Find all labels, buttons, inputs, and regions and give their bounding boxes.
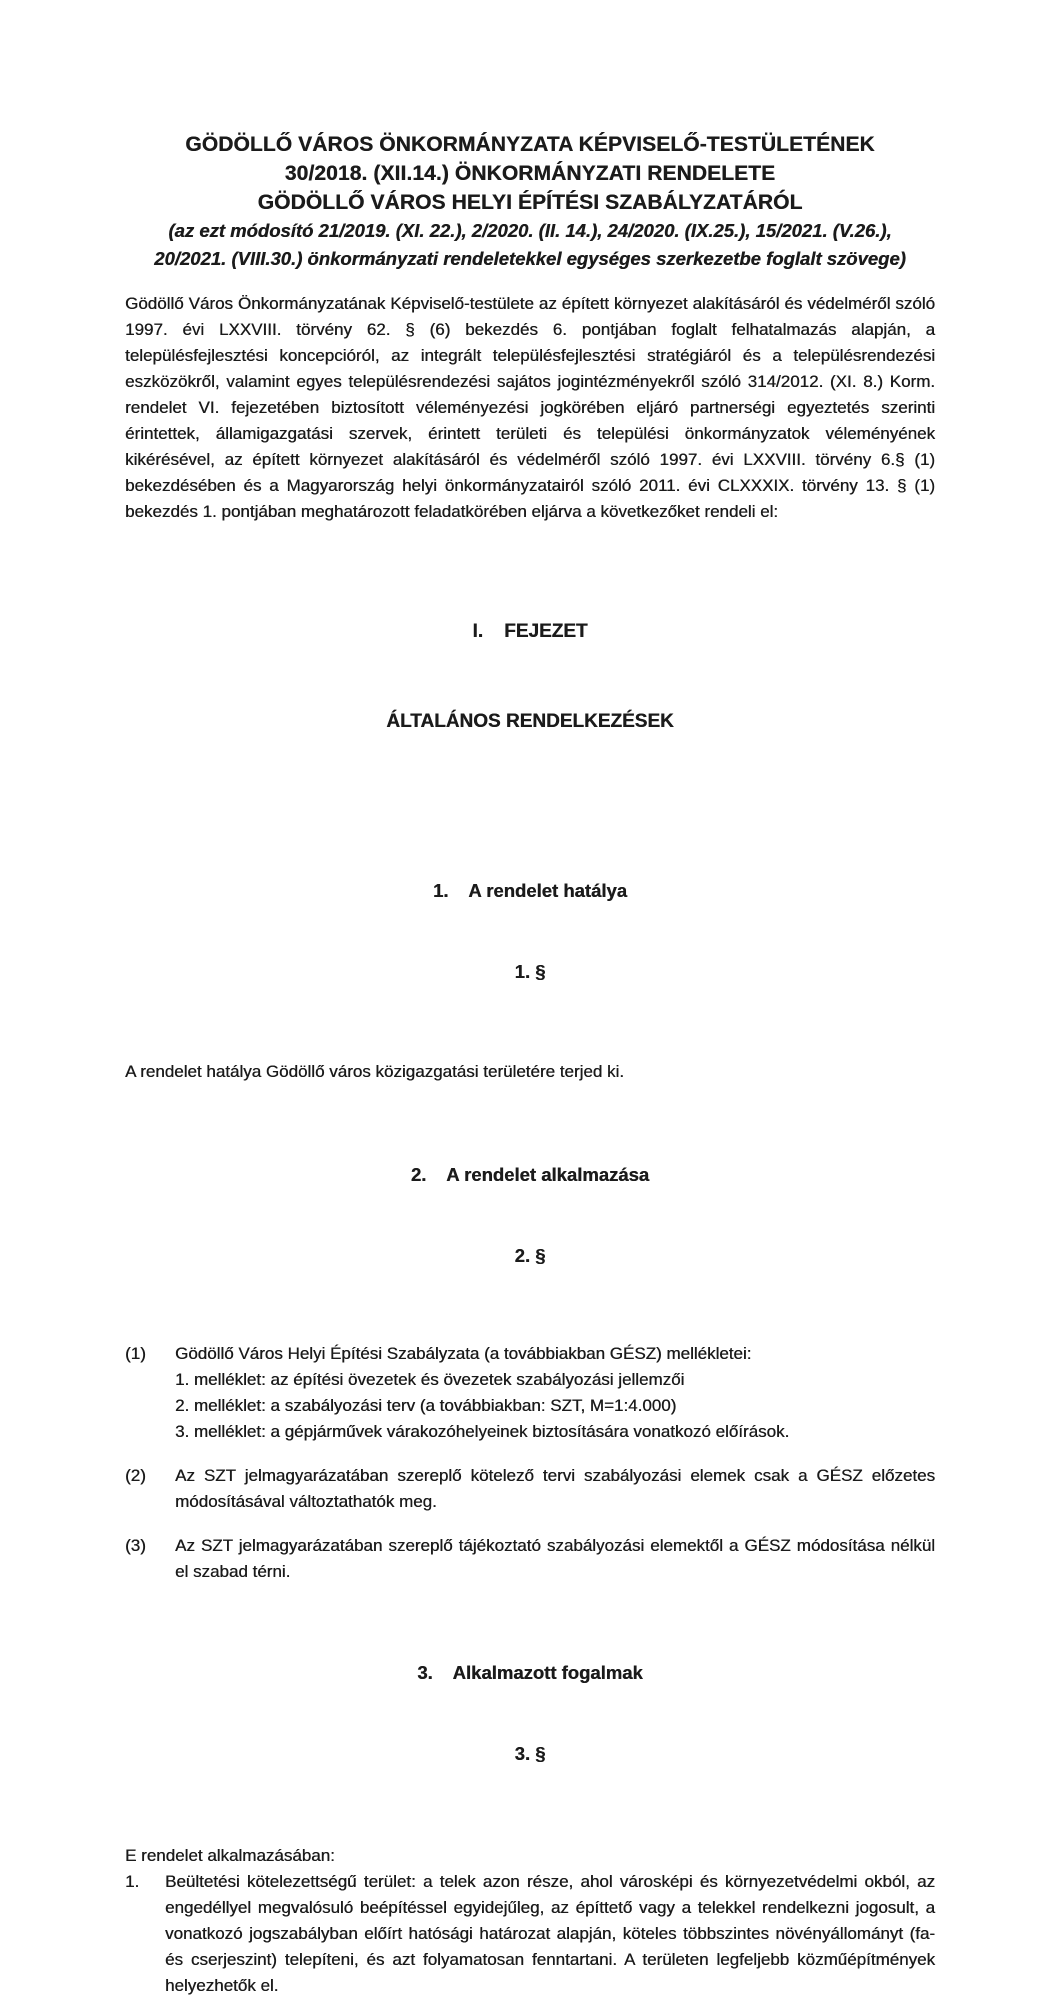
clause-2 <box>125 1463 935 1515</box>
clause-3 <box>125 1533 935 1585</box>
clause-2-marker: (2) <box>125 1466 146 1485</box>
section-1-body: A rendelet hatálya Gödöllő város közigazgatási területére terjed ki. <box>125 1062 624 1081</box>
chapter-subheading: ÁLTALÁNOS RENDELKEZÉSEK <box>386 711 674 732</box>
section-2-clauses <box>125 1341 935 1585</box>
clause-3-text: Az SZT jelmagyarázatában szereplő tájékoztató szabályozási elemektől a GÉSZ módosítása nélkül el szabad térni. <box>175 1536 935 1581</box>
document-title-line-1: GÖDÖLLŐ VÁROS ÖNKORMÁNYZATA KÉPVISELŐ-TESTÜLETÉNEK <box>185 133 875 156</box>
clause-1 <box>125 1341 935 1445</box>
attachment-list-item-1: 1. melléklet: az építési övezetek és övezetek szabályozási jellemzői <box>175 1370 685 1389</box>
document-title-line-2: 30/2018. (XII.14.) ÖNKORMÁNYZATI RENDELETE <box>284 162 776 185</box>
amendment-note-line-2: 20/2021. (VIII.30.) önkormányzati rendeletekkel egységes szerkezetbe foglalt szövege) <box>154 248 906 269</box>
clause-1-marker: (1) <box>125 1344 146 1363</box>
document-title-line-3: GÖDÖLLŐ VÁROS HELYI ÉPÍTÉSI SZABÁLYZATÁRÓL <box>257 191 803 214</box>
attachment-list-item-3: 3. melléklet: a gépjárművek várakozóhelyeinek biztosítására vonatkozó előírások. <box>175 1422 790 1441</box>
section-2-heading: 2. A rendelet alkalmazása <box>410 1164 650 1185</box>
clause-1-attachment-list <box>175 1367 935 1445</box>
definition-1 <box>125 1869 935 1999</box>
section-1-heading: 1. A rendelet hatálya <box>433 880 627 901</box>
section-2-paragraph-mark: 2. § <box>514 1245 546 1266</box>
amendment-note <box>125 217 935 273</box>
document-title <box>125 130 935 217</box>
clause-2-text: Az SZT jelmagyarázatában szereplő kötelező tervi szabályozási elemek csak a GÉSZ előzetes módosításával változtathatók meg. <box>175 1466 935 1511</box>
attachment-list-item-2: 2. melléklet: a szabályozási terv (a továbbiakban: SZT, M=1:4.000) <box>175 1396 677 1415</box>
section-1-paragraph-mark: 1. § <box>514 961 546 982</box>
preamble-paragraph: Gödöllő Város Önkormányzatának Képviselő-testülete az épített környezet alakításáról és védelméről szóló 1997. évi LXXVIII. törvény 62. § (6) bekezdés 6. pontjában foglalt felhatalmazás alapján, a településfejlesztési koncepcióról, az integrált településfejlesztési stratégiáról és a településrendezési eszközökről, valamint egyes településrendezési sajátos jogintézményekről szóló 314/2012. (XI. 8.) Korm. rendelet VI. fejezetében biztosított véleményezési jogkörében eljáró partnerségi egyeztetés szerinti érintettek, államigazgatási szervek, érintett területi és települési önkormányzatok véleményének kikérésével, az épített környezet alakításáról és védelméről szóló 1997. évi LXXVIII. törvény 6.§ (1) bekezdésében és a Magyarország helyi önkormányzatairól szóló 2011. évi CLXXXIX. törvény 13. § (1) bekezdés 1. pontjában meghatározott feladatkörében eljárva a következőket rendeli el: <box>125 294 935 521</box>
clause-3-marker: (3) <box>125 1536 146 1555</box>
section-3-heading: 3. Alkalmazott fogalmak <box>417 1662 643 1683</box>
amendment-note-line-1: (az ezt módosító 21/2019. (XI. 22.), 2/2020. (II. 14.), 24/2020. (IX.25.), 15/2021. (V.26.), <box>168 220 892 241</box>
definition-1-marker: 1. <box>125 1872 140 1891</box>
chapter-heading-block <box>125 557 935 797</box>
clause-1-row <box>125 1341 935 1367</box>
definition-1-text: Beültetési kötelezettségű terület: a telek azon része, ahol városképi és környezetvédelmi okból, az engedéllyel megvalósuló beépítéssel egyidejűleg, az építtető vagy a telekkel rendelkezni jogosult, a vonatkozó jogszabályban előírt hatósági határozat alapján, köteles többszintes növényállományt (fa- és cserjeszint) telepíteni, és azt folyamatosan fenntartani. A területen legfeljebb közműépítmények helyezhetők el. <box>165 1872 935 1995</box>
section-2-heading-block <box>125 1107 935 1323</box>
section-1-heading-block <box>125 823 935 1039</box>
definitions-intro: E rendelet alkalmazásában: <box>125 1846 335 1865</box>
section-3-heading-block <box>125 1605 935 1821</box>
clause-1-text: Gödöllő Város Helyi Építési Szabályzata (a továbbiakban GÉSZ) mellékletei: <box>175 1344 752 1363</box>
chapter-heading: I. FEJEZET <box>472 621 588 642</box>
section-3-paragraph-mark: 3. § <box>514 1743 546 1764</box>
